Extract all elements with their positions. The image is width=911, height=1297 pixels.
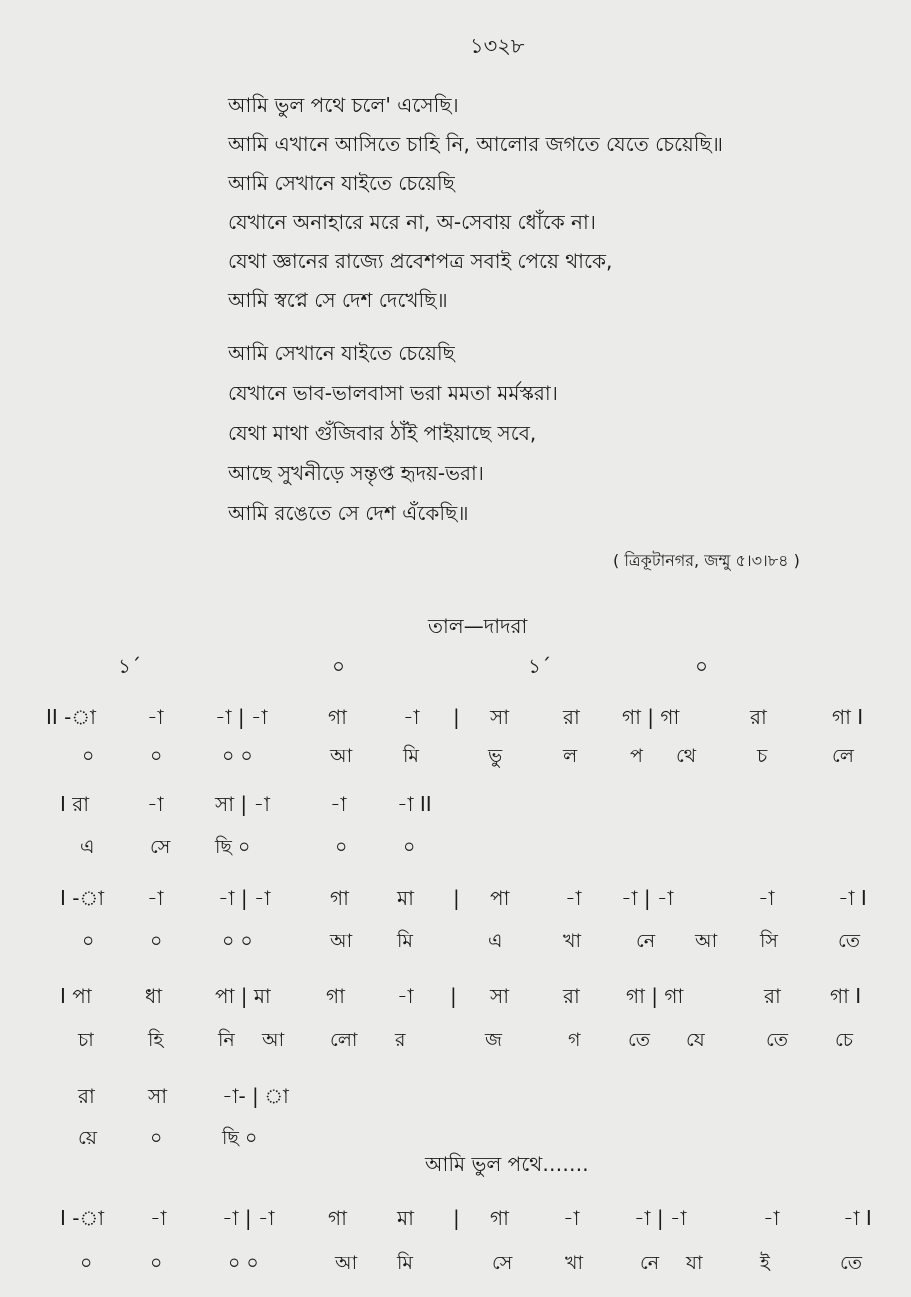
- lyric-cell: খা: [565, 1252, 583, 1274]
- lyric-cell: যে: [686, 1029, 705, 1051]
- lyric-row: [0, 1025, 911, 1055]
- taal-heading: তাল—দাদরা: [428, 614, 528, 638]
- swara-cell: I রা: [60, 792, 90, 816]
- swara-cell: -া II: [397, 792, 432, 816]
- lyric-cell: ০: [335, 836, 348, 858]
- swara-cell: -া: [147, 705, 164, 729]
- swara-cell: গা I: [832, 705, 864, 729]
- swara-cell: -া: [147, 886, 164, 910]
- lyric-cell: ০ ০: [222, 745, 253, 767]
- swara-cell: I -া: [60, 886, 104, 910]
- lyric-cell: আ: [330, 930, 353, 952]
- swara-cell: -া: [330, 792, 347, 816]
- lyric-cell: ০: [403, 836, 416, 858]
- lyric-cell: নি: [218, 1029, 235, 1051]
- swara-cell: II -া: [46, 705, 96, 729]
- swara-cell: রা: [750, 705, 767, 729]
- verse-line: আমি ভুল পথে চলে' এসেছি।: [228, 93, 459, 117]
- swara-cell: ধা: [145, 984, 163, 1008]
- verse-line: যেথা জ্ঞানের রাজ্যে প্রবেশপত্র সবাই পেয়ে থাকে,: [228, 249, 613, 273]
- lyric-cell: চে: [835, 1029, 853, 1051]
- beat-mark: ০: [332, 654, 346, 678]
- lyric-cell: তে: [766, 1029, 788, 1051]
- lyric-cell: আ: [262, 1029, 285, 1051]
- verse-line: আমি সেখানে যাইতে চেয়েছি: [228, 341, 455, 365]
- lyric-cell: মি: [403, 745, 419, 767]
- lyric-cell: আ: [330, 745, 353, 767]
- lyric-cell: ০: [150, 1252, 163, 1274]
- lyric-cell: সে: [150, 836, 171, 858]
- swara-cell: -া: [565, 886, 582, 910]
- verse-line: যেথা মাথা গুঁজিবার ঠাঁই পাইয়াছে সবে,: [228, 421, 537, 445]
- lyric-cell: ০ ০: [228, 1252, 259, 1274]
- swara-cell: -া | -া: [215, 705, 268, 729]
- lyric-cell: মি: [397, 1252, 413, 1274]
- beat-mark: ০: [695, 654, 709, 678]
- swara-cell: -া: [147, 792, 164, 816]
- lyric-cell: য়ে: [78, 1127, 97, 1149]
- verse-line: আমি স্বপ্নে সে দেশ দেখেছি॥: [228, 288, 448, 312]
- lyric-cell: নে: [636, 930, 656, 952]
- swara-cell: মা: [397, 886, 414, 910]
- lyric-cell: তে: [628, 1029, 650, 1051]
- swara-cell: রা: [78, 1084, 95, 1108]
- lyric-row: [0, 926, 911, 956]
- lyric-cell: ০: [150, 930, 163, 952]
- lyric-cell: ০ ০: [222, 930, 253, 952]
- swara-cell: রা: [563, 705, 580, 729]
- swara-cell: -া | -া: [634, 1206, 687, 1230]
- lyric-cell: গ: [568, 1029, 581, 1051]
- swara-row: [0, 1081, 911, 1111]
- swara-cell: |: [453, 705, 460, 729]
- lyric-cell: এ: [488, 930, 503, 952]
- lyric-cell: ০: [82, 930, 95, 952]
- swara-cell: মা: [397, 1206, 414, 1230]
- swara-cell: -া: [150, 1206, 167, 1230]
- swara-cell: |: [453, 886, 460, 910]
- verse-stanza-2: [228, 333, 558, 533]
- swara-cell: পা: [490, 886, 510, 910]
- swara-cell: গা: [328, 1206, 347, 1230]
- verse-line: আমি এখানে আসিতে চাহি নি, আলোর জগতে যেতে চেয়েছি॥: [228, 132, 723, 156]
- lyric-row: [0, 832, 911, 862]
- lyric-cell: আ: [335, 1252, 358, 1274]
- lyric-cell: ০: [150, 1127, 163, 1149]
- verse-stanza-1: [228, 86, 723, 320]
- lyric-cell: নে: [640, 1252, 660, 1274]
- lyric-cell: এ: [80, 836, 95, 858]
- swara-row: [0, 789, 911, 819]
- verse-line: আছে সুখনীড়ে সম্তৃপ্ত হৃদয়-ভরা।: [228, 461, 484, 485]
- lyric-cell: চা: [78, 1029, 94, 1051]
- swara-cell: -া | -া: [621, 886, 674, 910]
- swara-cell: গা I: [830, 984, 862, 1008]
- lyric-cell: লো: [330, 1029, 358, 1051]
- swara-cell: গা: [490, 1206, 509, 1230]
- verse-line: যেখানে ভাব-ভালবাসা ভরা মমতা মর্মস্করা।: [228, 381, 558, 405]
- swara-cell: সা: [490, 705, 510, 729]
- verse-line: আমি রঙেতে সে দেশ এঁকেছি॥: [228, 501, 469, 525]
- swara-cell: -া: [397, 984, 414, 1008]
- lyric-cell: হি: [148, 1029, 164, 1051]
- verse-line: আমি সেখানে যাইতে চেয়েছি: [228, 171, 455, 195]
- page-number: ১৩২৮: [470, 34, 525, 58]
- swara-cell: I -া: [60, 1206, 104, 1230]
- swara-row: [0, 981, 911, 1011]
- lyric-cell: জ: [485, 1029, 502, 1051]
- lyric-cell: ০: [80, 1252, 93, 1274]
- swara-cell: -া: [563, 1206, 580, 1230]
- lyric-cell: র: [395, 1029, 406, 1051]
- swara-cell: সা | -া: [215, 792, 270, 816]
- swara-cell: সা: [490, 984, 510, 1008]
- lyric-cell: সি: [760, 930, 778, 952]
- lyric-cell: ০: [82, 745, 95, 767]
- swara-row: [0, 702, 911, 732]
- swara-cell: সা: [148, 1084, 168, 1108]
- lyric-cell: ০: [150, 745, 163, 767]
- swara-cell: |: [450, 984, 457, 1008]
- swara-cell: -া: [758, 886, 775, 910]
- swara-cell: I পা: [60, 984, 92, 1008]
- lyric-cell: লে: [832, 745, 854, 767]
- swara-cell: গা: [326, 984, 345, 1008]
- swara-cell: -া: [763, 1206, 780, 1230]
- swara-cell: পা | মা: [215, 984, 271, 1008]
- swara-cell: গা: [328, 705, 347, 729]
- lyric-cell: ছি ০: [222, 1127, 258, 1149]
- refrain-cue: আমি ভুল পথে…….: [425, 1152, 589, 1176]
- swara-row: [0, 1203, 911, 1233]
- swara-cell: রা: [764, 984, 781, 1008]
- swara-cell: গা | গা: [622, 705, 680, 729]
- lyric-cell: খা: [563, 930, 581, 952]
- lyric-cell: ই: [760, 1252, 770, 1274]
- lyric-row: [0, 1248, 911, 1278]
- lyric-cell: থে: [676, 745, 697, 767]
- attribution: ( ত্রিকূটানগর, জম্মু ৫।৩।৮৪ ): [613, 551, 800, 570]
- swara-cell: গা: [330, 886, 349, 910]
- swara-cell: -া | -া: [218, 886, 271, 910]
- swara-cell: রা: [563, 984, 580, 1008]
- swara-cell: গা | গা: [626, 984, 684, 1008]
- lyric-cell: ভু: [488, 745, 503, 767]
- lyric-row: [0, 1123, 911, 1153]
- beat-mark: ১´: [528, 654, 551, 678]
- swara-cell: -া | -া: [222, 1206, 275, 1230]
- lyric-cell: সে: [492, 1252, 513, 1274]
- lyric-cell: মি: [397, 930, 413, 952]
- swara-cell: -া: [403, 705, 420, 729]
- verse-line: যেখানে অনাহারে মরে না, অ-সেবায় ধোঁকে না।: [228, 210, 596, 234]
- swara-cell: |: [453, 1206, 460, 1230]
- lyric-cell: চ: [757, 745, 768, 767]
- swara-cell: -া I: [838, 886, 867, 910]
- lyric-cell: তে: [838, 930, 860, 952]
- beat-mark: ১´: [118, 654, 141, 678]
- lyric-cell: আ: [695, 930, 718, 952]
- lyric-cell: ছি ০: [215, 836, 251, 858]
- lyric-cell: যা: [686, 1252, 703, 1274]
- swara-row: [0, 883, 911, 913]
- swara-cell: -া- | া: [222, 1084, 289, 1108]
- lyric-row: [0, 741, 911, 771]
- swara-cell: -া I: [843, 1206, 872, 1230]
- lyric-cell: ল: [563, 745, 578, 767]
- lyric-cell: প: [630, 745, 643, 767]
- lyric-cell: তে: [840, 1252, 862, 1274]
